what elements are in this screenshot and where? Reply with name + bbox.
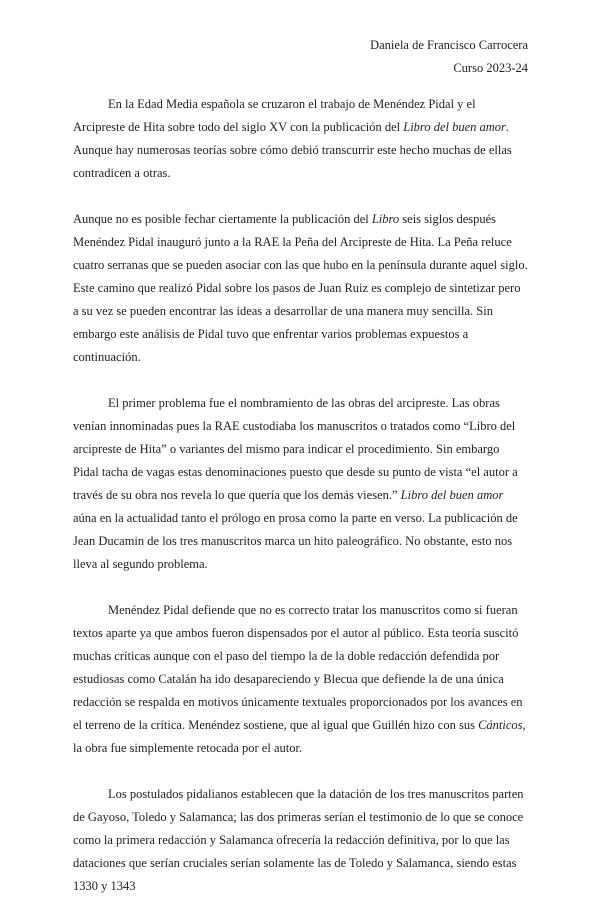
paragraph-4-text-b: , la obra fue simplemente retocada por el autor. [73, 718, 526, 755]
paragraph-3 [73, 392, 528, 576]
paragraph-4-text-a: Menéndez Pidal defiende que no es correcto tratar los manuscritos como si fueran textos aparte ya que ambos fueron dispensados por el autor al público. Esta teoría suscitó muchas críticas aunque con el paso del tiempo la de la doble redacción defendida por estudiosas como Catalán ha ido desapareciendo y Blecua que defiende la de una única redacción se respalda en motivos únicamente textuales proporcionados por los avances en el terreno de la crítica. Menéndez sostiene, que al igual que Guillén hizo con sus [73, 603, 523, 732]
paragraph-1 [73, 93, 528, 185]
book-title: Libro del buen amor [403, 120, 506, 134]
paragraph-1-text-b: . Aunque hay numerosas teorías sobre cómo debió transcurrir este hecho muchas de ellas contradicen a otras. [73, 120, 512, 180]
paragraph-3-text-b: aúna en la actualidad tanto el prólogo en prosa como la parte en verso. La publicación de Jean Ducamin de los tres manuscritos marca un hito paleográfico. No obstante, esto nos lleva al segundo problema. [73, 511, 518, 571]
work-title: Cánticos [478, 718, 523, 732]
paragraph-2-text-b: seis siglos después Menéndez Pidal inauguró junto a la RAE la Peña del Arcipreste de Hita. La Peña reluce cuatro serranas que se pueden asociar con las que hubo en la península durante aquel siglo. Este camino que realizó Pidal sobre los pasos de Juan Ruiz es complejo de sintetizar pero a su vez se pueden encontrar las ideas a desarrollar de una manera muy sencilla. Sin embargo este análisis de Pidal tuvo que enfrentar varios problemas expuestos a continuación. [73, 212, 528, 364]
paragraph-2-text-a: Aunque no es posible fechar ciertamente la publicación del [73, 212, 372, 226]
paragraph-4 [73, 599, 528, 760]
book-title: Libro del buen amor [400, 488, 504, 502]
page-header [370, 34, 528, 80]
author-name: Daniela de Francisco Carrocera [370, 38, 528, 52]
document-body [73, 93, 528, 898]
course-year: Curso 2023-24 [453, 61, 528, 75]
paragraph-5-text: Los postulados pidalianos establecen que la datación de los tres manuscritos parten de Gayoso, Toledo y Salamanca; las dos primeras serían el testimonio de lo que se conoce como la primera redacción y Salamanca ofrecería la redacción definitiva, por lo que las dataciones que serían cruciales serían solamente las de Toledo y Salamanca, siendo estas 1330 y 1343 [73, 787, 524, 893]
book-title: Libro [371, 212, 400, 226]
paragraph-1-text-a: En la Edad Media española se cruzaron el trabajo de Menéndez Pidal y el Arcipreste de Hita sobre todo del siglo XV con la publicación del [73, 97, 476, 134]
paragraph-3-text-a: El primer problema fue el nombramiento de las obras del arcipreste. Las obras venían innominadas pues la RAE custodiaba los manuscritos o tratados como “Libro del arcipreste de Hita” o variantes del mismo para indicar el procedimiento. Sin embargo Pidal tacha de vagas estas denominaciones puesto que desde su punto de vista “el autor a través de su obra nos revela lo que quería que los demás viesen.” [73, 396, 518, 502]
paragraph-5 [73, 783, 528, 898]
paragraph-2 [73, 208, 528, 369]
